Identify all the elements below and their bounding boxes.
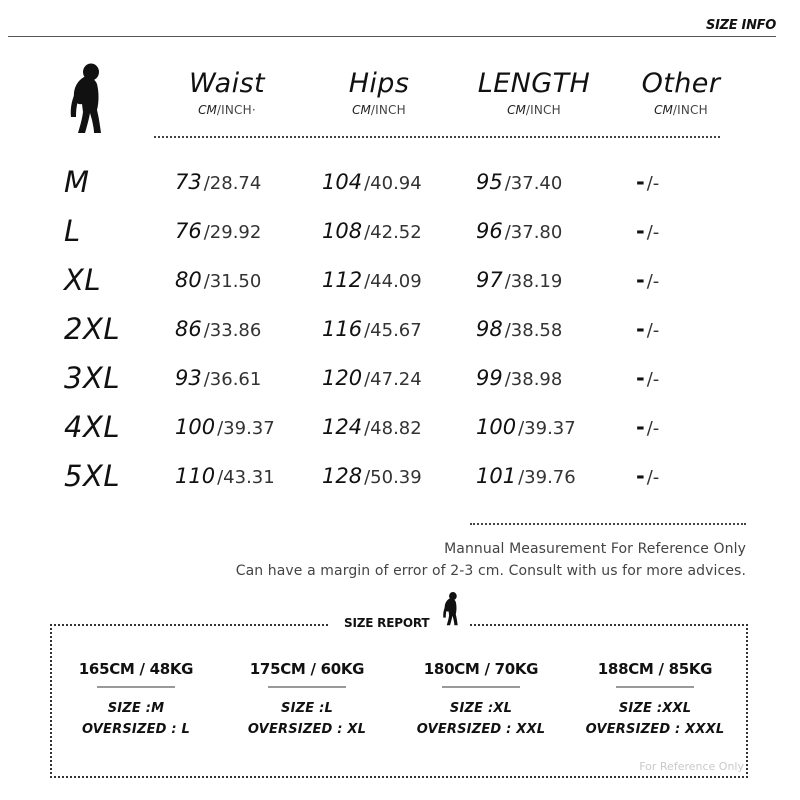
other-inch-value: /- [646, 320, 660, 341]
table-row [0, 456, 800, 496]
size-label: 3XL [64, 361, 120, 395]
other-cell [636, 407, 659, 450]
waist-cm-value: 110 [175, 464, 216, 488]
other-cell [636, 456, 659, 499]
waist-inch-value: /39.37 [217, 418, 275, 439]
waist-cm-value: 93 [175, 366, 202, 390]
recommended-size: SIZE :L [281, 701, 333, 716]
oversized-size: OVERSIZED : XL [247, 722, 367, 737]
hips-cm-value: 116 [322, 317, 363, 341]
length-cell [476, 456, 576, 499]
hips-cm-value: 104 [322, 170, 363, 194]
other-cell [636, 358, 659, 401]
other-inch-value: /- [646, 173, 660, 194]
margin-of-error-note: Can have a margin of error of 2-3 cm. Consult with us for more advices. [235, 563, 746, 579]
entry-divider [268, 686, 346, 688]
entry-divider [442, 686, 520, 688]
size-report-entry [570, 658, 740, 740]
length-cm-value: 98 [476, 317, 503, 341]
recommended-size: SIZE :M [107, 701, 165, 716]
waist-cell [175, 309, 261, 352]
hips-cell [322, 309, 422, 352]
hips-cm-value: 112 [322, 268, 363, 292]
notes-dotted-divider [470, 523, 746, 525]
column-unit [468, 102, 600, 118]
size-label: M [64, 165, 90, 199]
waist-cell [175, 260, 261, 303]
waist-inch-value: /29.92 [203, 222, 262, 243]
column-header-other [628, 68, 734, 118]
size-label: XL [64, 263, 102, 297]
table-row [0, 162, 800, 202]
length-cm-value: 99 [476, 366, 503, 390]
length-cell [476, 260, 562, 303]
hips-cm-value: 120 [322, 366, 363, 390]
column-unit [172, 102, 282, 118]
unit-cm: CM [654, 103, 673, 117]
unit-inch: /INCH· [216, 103, 256, 117]
height-weight: 165CM / 48KG [78, 660, 194, 678]
column-header-waist [172, 68, 282, 118]
table-row [0, 260, 800, 300]
waist-cm-value: 73 [175, 170, 202, 194]
table-row [0, 358, 800, 398]
other-cell [636, 211, 659, 254]
waist-cell [175, 162, 261, 205]
other-cell [636, 162, 659, 205]
walking-ape-silhouette-icon [64, 62, 110, 136]
recommended-size: SIZE :XXL [618, 701, 692, 716]
other-cm-value: - [636, 170, 645, 194]
other-inch-value: /- [646, 418, 660, 439]
waist-inch-value: /31.50 [203, 271, 262, 292]
hips-inch-value: /50.39 [364, 467, 422, 488]
length-cell [476, 407, 576, 450]
hips-cell [322, 211, 422, 254]
table-row [0, 309, 800, 349]
hips-inch-value: /40.94 [364, 173, 422, 194]
size-label: 4XL [64, 410, 120, 444]
waist-cm-value: 100 [175, 415, 216, 439]
hips-inch-value: /44.09 [364, 271, 422, 292]
other-cm-value: - [636, 464, 645, 488]
other-inch-value: /- [646, 467, 660, 488]
waist-inch-value: /43.31 [217, 467, 275, 488]
other-cell [636, 309, 659, 352]
other-cm-value: - [636, 268, 645, 292]
length-cell [476, 162, 562, 205]
column-header-length [468, 68, 600, 118]
length-inch-value: /38.98 [504, 369, 563, 390]
height-weight: 175CM / 60KG [249, 660, 365, 678]
hips-cell [322, 407, 422, 450]
unit-inch: /INCH [672, 103, 708, 117]
waist-cell [175, 211, 261, 254]
column-unit [628, 102, 734, 118]
column-title: Waist [189, 68, 265, 99]
length-inch-value: /37.40 [504, 173, 563, 194]
entry-divider [97, 686, 175, 688]
size-report-entry [396, 658, 566, 740]
waist-cm-value: 86 [175, 317, 202, 341]
column-unit [324, 102, 434, 118]
entry-divider [616, 686, 694, 688]
height-weight: 180CM / 70KG [423, 660, 539, 678]
length-inch-value: /37.80 [504, 222, 563, 243]
waist-inch-value: /28.74 [203, 173, 262, 194]
other-inch-value: /- [646, 222, 660, 243]
other-inch-value: /- [646, 369, 660, 390]
hips-cm-value: 128 [322, 464, 363, 488]
oversized-size: OVERSIZED : XXXL [585, 722, 725, 737]
length-cm-value: 95 [476, 170, 503, 194]
waist-cell [175, 358, 261, 401]
unit-cm: CM [507, 103, 526, 117]
other-cm-value: - [636, 415, 645, 439]
waist-cell [175, 456, 275, 499]
length-cm-value: 101 [476, 464, 517, 488]
waist-cell [175, 407, 275, 450]
length-inch-value: /38.19 [504, 271, 563, 292]
column-header-hips [324, 68, 434, 118]
waist-inch-value: /33.86 [203, 320, 262, 341]
hips-cm-value: 108 [322, 219, 363, 243]
size-label: L [64, 214, 81, 248]
size-report-title: SIZE REPORT [344, 616, 430, 630]
hips-inch-value: /48.82 [364, 418, 422, 439]
column-title: Other [641, 68, 721, 99]
walking-ape-silhouette-icon [440, 590, 462, 628]
waist-cm-value: 76 [175, 219, 202, 243]
reference-note: Mannual Measurement For Reference Only [444, 541, 746, 557]
size-info-badge: SIZE INFO [706, 18, 776, 33]
length-inch-value: /38.58 [504, 320, 563, 341]
size-label: 5XL [64, 459, 120, 493]
hips-inch-value: /42.52 [364, 222, 422, 243]
length-cm-value: 97 [476, 268, 503, 292]
reference-watermark: For Reference Only [639, 760, 744, 773]
hips-inch-value: /45.67 [364, 320, 422, 341]
length-cell [476, 309, 562, 352]
length-cm-value: 100 [476, 415, 517, 439]
size-report-entry [222, 658, 392, 740]
header-dotted-divider [154, 136, 720, 138]
column-title: Hips [348, 68, 410, 99]
unit-cm: CM [198, 103, 217, 117]
table-row [0, 211, 800, 251]
unit-inch: /INCH [370, 103, 406, 117]
height-weight: 188CM / 85KG [597, 660, 713, 678]
other-cm-value: - [636, 317, 645, 341]
waist-inch-value: /36.61 [203, 369, 262, 390]
hips-cell [322, 162, 422, 205]
other-inch-value: /- [646, 271, 660, 292]
length-cell [476, 211, 562, 254]
recommended-size: SIZE :XL [449, 701, 513, 716]
length-inch-value: /39.37 [518, 418, 576, 439]
hips-cm-value: 124 [322, 415, 363, 439]
hips-cell [322, 358, 422, 401]
column-title: LENGTH [477, 68, 591, 99]
size-report-heading [330, 586, 470, 632]
size-label: 2XL [64, 312, 120, 346]
oversized-size: OVERSIZED : L [82, 722, 190, 737]
waist-cm-value: 80 [175, 268, 202, 292]
other-cm-value: - [636, 366, 645, 390]
oversized-size: OVERSIZED : XXL [416, 722, 546, 737]
length-cm-value: 96 [476, 219, 503, 243]
size-report-entry [51, 658, 221, 740]
header-divider [8, 36, 776, 37]
other-cell [636, 260, 659, 303]
hips-cell [322, 260, 422, 303]
unit-inch: /INCH [525, 103, 561, 117]
length-inch-value: /39.76 [518, 467, 576, 488]
hips-inch-value: /47.24 [364, 369, 422, 390]
length-cell [476, 358, 562, 401]
hips-cell [322, 456, 422, 499]
unit-cm: CM [352, 103, 371, 117]
other-cm-value: - [636, 219, 645, 243]
table-row [0, 407, 800, 447]
